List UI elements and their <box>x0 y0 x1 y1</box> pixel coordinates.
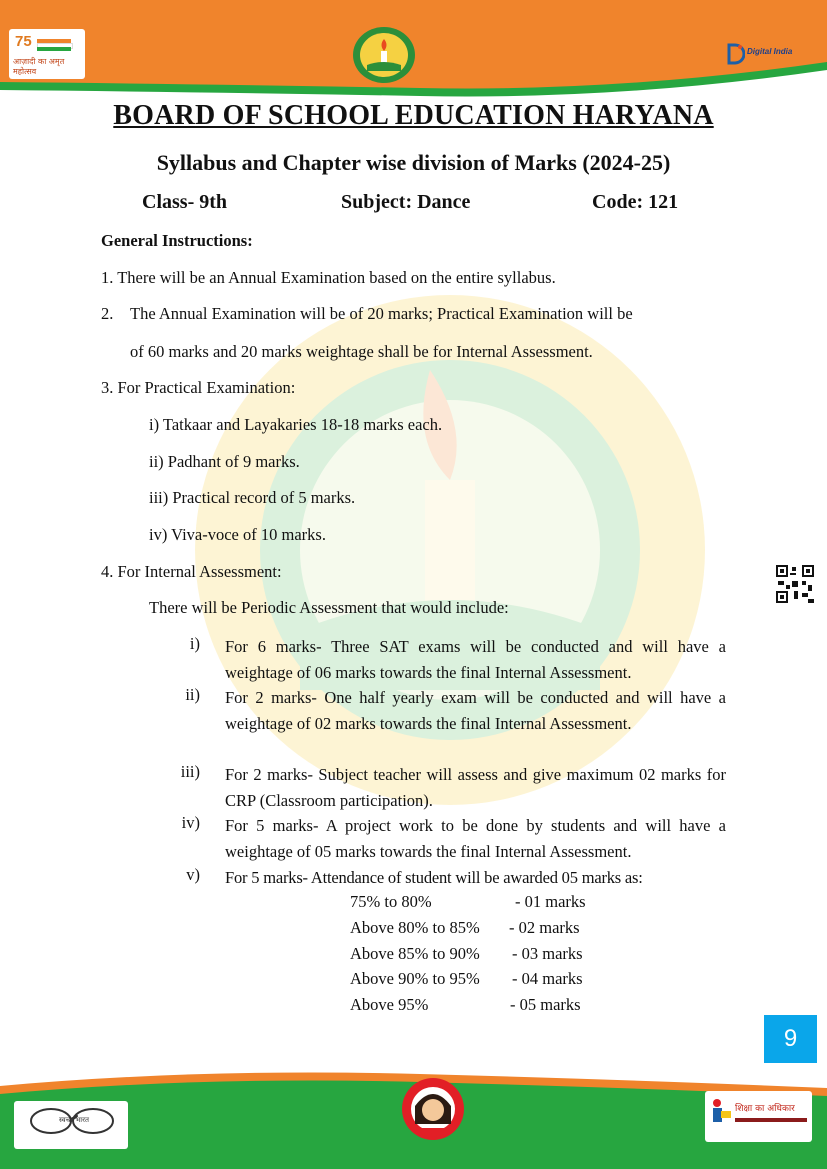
attendance-range: Above 85% to 90% <box>350 944 480 963</box>
shiksha-ka-adhikar-logo: शिक्षा का अधिकार <box>705 1091 812 1142</box>
instruction-3: 3. For Practical Examination: <box>101 378 296 397</box>
attendance-marks: - 03 marks <box>512 944 583 963</box>
page-subtitle: Syllabus and Chapter wise division of Marks (2024-25) <box>156 150 671 175</box>
board-emblem-icon <box>351 25 417 85</box>
board-emblem-watermark <box>180 250 720 850</box>
attendance-marks: - 01 marks <box>515 892 586 911</box>
practical-item: i) Tatkaar and Layakaries 18-18 marks each. <box>149 415 443 434</box>
attendance-range: Above 80% to 85% <box>350 918 480 937</box>
ia-item-text: For 2 marks- One half yearly exam will be conducted and will have a weightage of 02 marks towards the final Internal Assessment. <box>225 688 726 733</box>
code-label: Code: 121 <box>592 191 679 213</box>
ia-item-number: iv) <box>181 813 200 832</box>
periodic-assessment-intro: There will be Periodic Assessment that would include: <box>149 598 509 617</box>
class-label: Class- 9th <box>142 191 228 213</box>
ia-item-number: v) <box>186 865 200 884</box>
instruction-1: 1. There will be an Annual Examination based on the entire syllabus. <box>101 268 556 287</box>
attendance-marks: - 02 marks <box>509 918 580 937</box>
instruction-4: 4. For Internal Assessment: <box>101 562 282 581</box>
ia-item-text: For 2 marks- Subject teacher will assess and give maximum 02 marks for CRP (Classroom participation). <box>225 765 726 810</box>
instruction-2-line1: The Annual Examination will be of 20 marks; Practical Examination will be <box>130 304 633 323</box>
subject-label: Subject: Dance <box>341 191 471 213</box>
instruction-2-line2: of 60 marks and 20 marks weightage shall be for Internal Assessment. <box>130 342 593 361</box>
ia-item-text: For 6 marks- Three SAT exams will be conducted and will have a weightage of 06 marks towards the final Internal Assessment. <box>225 637 726 682</box>
instructions-heading: General Instructions: <box>101 231 253 250</box>
ia-item-number: i) <box>189 634 200 653</box>
instruction-2-number: 2. <box>101 304 114 323</box>
digital-india-logo: Digital India <box>727 40 799 70</box>
attendance-marks: - 05 marks <box>510 995 581 1014</box>
page-number: 9 <box>764 1015 817 1063</box>
ia-item-text: For 5 marks- Attendance of student will be awarded 05 marks as: <box>225 868 643 887</box>
swachh-bharat-logo: स्वच्छ भारत <box>14 1101 128 1149</box>
qr-code-icon <box>776 565 814 603</box>
attendance-range: Above 95% <box>350 995 429 1014</box>
page-title: BOARD OF SCHOOL EDUCATION HARYANA <box>113 100 714 131</box>
ia-item-text: For 5 marks- A project work to be done by students and will have a weightage of 05 marks towards the final Internal Assessment. <box>225 816 726 861</box>
ia-item-number: ii) <box>185 685 200 704</box>
practical-item: ii) Padhant of 9 marks. <box>149 452 300 471</box>
ia-item-number: iii) <box>180 762 200 781</box>
azadi-ka-amrit-mahotsav-logo: 75 आज़ादी का अमृत महोत्सव <box>9 29 85 79</box>
practical-item: iv) Viva-voce of 10 marks. <box>149 525 326 544</box>
children-reading-icon <box>709 1097 733 1129</box>
practical-item: iii) Practical record of 5 marks. <box>149 488 356 507</box>
attendance-range: 75% to 80% <box>350 892 432 911</box>
attendance-marks: - 04 marks <box>512 969 583 988</box>
digital-india-icon <box>727 43 745 65</box>
attendance-range: Above 90% to 95% <box>350 969 480 988</box>
beti-bachao-beti-padhao-icon <box>401 1076 465 1142</box>
